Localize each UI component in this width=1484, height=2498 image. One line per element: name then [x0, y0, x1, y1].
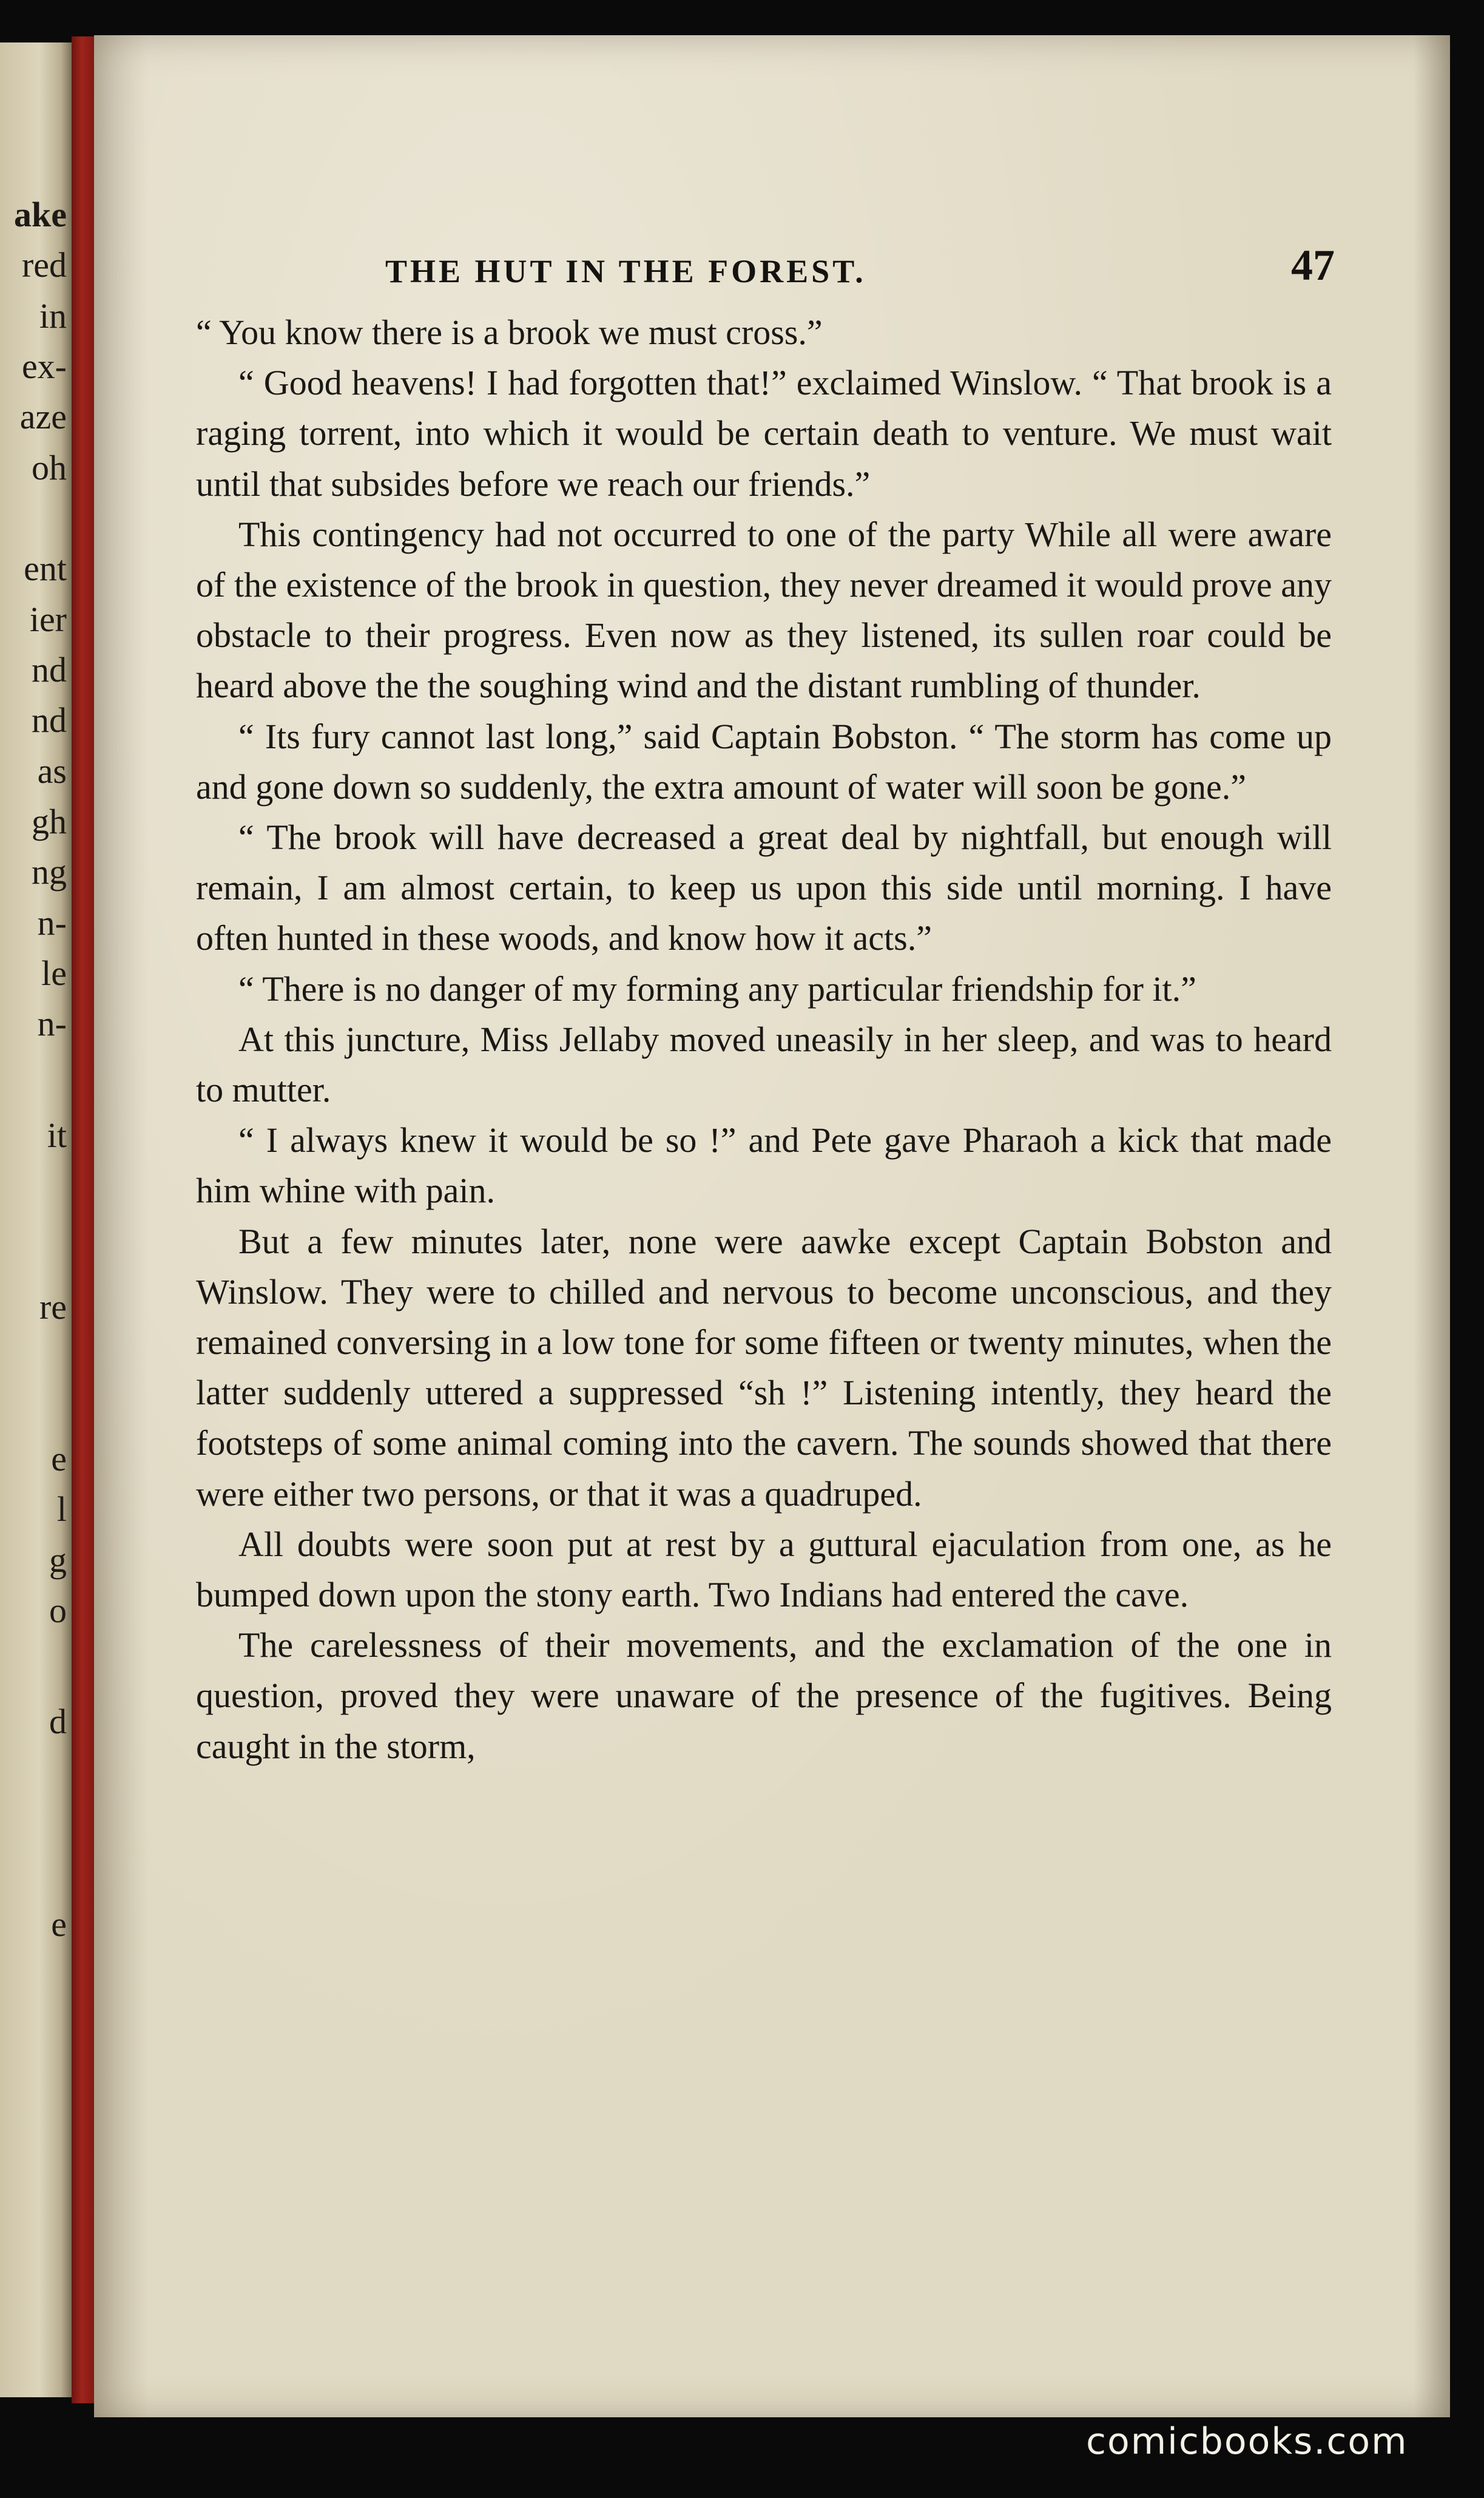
facing-page-fragment: g [49, 1540, 67, 1580]
paragraph: This contingency had not occurred to one of the party While all were aware of the existence of the brook in question, they never dreamed it would prove any obstacle to their progress. Even now as they listened, its sullen roar could be heard above the the soughing wind and the distant rumbling of thunder. [196, 514, 1332, 706]
page-number: 47 [1291, 241, 1335, 289]
facing-page-fragment: ake [14, 195, 67, 234]
paragraph: “ Good heavens! I had forgotten that!” exclaimed Winslow. “ That brook is a raging torrent, into which it would be certain death to venture. We must wait until that subsides before we reach our friends.” [196, 363, 1332, 504]
facing-page-fragment: it [47, 1115, 67, 1155]
book-spine-gutter [72, 36, 97, 2403]
running-head: THE HUT IN THE FOREST. [385, 253, 866, 289]
facing-page-fragment: le [41, 953, 67, 993]
facing-page-fragment: in [39, 296, 67, 336]
facing-page-fragment: nd [32, 700, 67, 740]
facing-page-fragment: nd [32, 650, 67, 689]
facing-page-fragment: e [51, 1904, 67, 1944]
facing-page-fragment: ent [24, 549, 67, 588]
page-header [385, 240, 1335, 289]
facing-page-fragment: red [21, 245, 67, 285]
paragraph: “ The brook will have decreased a great deal by nightfall, but enough will remain, I am almost certain, to keep us upon this side until morning. I have often hunted in these woods, and know how it acts.” [196, 817, 1332, 958]
paragraph: At this juncture, Miss Jellaby moved uneasily in her sleep, and was to heard to mutter. [196, 1019, 1332, 1110]
book-page [94, 35, 1450, 2417]
facing-page-fragment: ng [32, 852, 67, 892]
paragraph: The carelessness of their movements, and the exclamation of the one in question, proved they were unaware of the presence of the fugitives. Being caught in the storm, [196, 1625, 1332, 1766]
page-body [196, 307, 1332, 1772]
facing-page-fragment: l [56, 1489, 67, 1529]
facing-page-fragment: n- [37, 903, 67, 943]
facing-page-fragment: ier [29, 600, 67, 639]
facing-page-fragment: as [37, 751, 67, 791]
facing-page-fragment: oh [32, 448, 67, 487]
facing-page-fragment: ex- [21, 347, 67, 386]
paragraph: All doubts were soon put at rest by a guttural ejaculation from one, as he bumped down upon the stony earth. Two Indians had entered the cave. [196, 1524, 1332, 1615]
paragraph: But a few minutes later, none were aawke except Captain Bobston and Winslow. They were to chilled and nervous to become unconscious, and they remained conversing in a low tone for some fifteen or twenty minutes, when the latter suddenly uttered a suppressed “sh !” Listening intently, they heard the footsteps of some animal coming into the cavern. The sounds showed that there were either two persons, or that it was a quadruped. [196, 1221, 1332, 1514]
facing-page-fragment: re [39, 1287, 67, 1327]
paragraph: “ Its fury cannot last long,” said Captain Bobston. “ The storm has come up and gone down so suddenly, the extra amount of water will soon be gone.” [196, 716, 1332, 807]
facing-page-fragment: d [49, 1702, 67, 1741]
facing-page-fragment: n- [37, 1004, 67, 1043]
facing-page-edge [0, 42, 72, 2397]
watermark: comicbooks.com [1086, 2420, 1408, 2463]
facing-page-fragment: aze [19, 397, 67, 436]
paragraph: “ I always knew it would be so !” and Pete gave Pharaoh a kick that made him whine with pain. [196, 1120, 1332, 1211]
facing-page-fragment: e [51, 1439, 67, 1478]
facing-page-fragment: gh [32, 802, 67, 841]
paragraph: “ You know there is a brook we must cross.” [196, 313, 823, 352]
facing-page-fragment: o [49, 1591, 67, 1630]
paragraph: “ There is no danger of my forming any particular friendship for it.” [238, 969, 1196, 1009]
